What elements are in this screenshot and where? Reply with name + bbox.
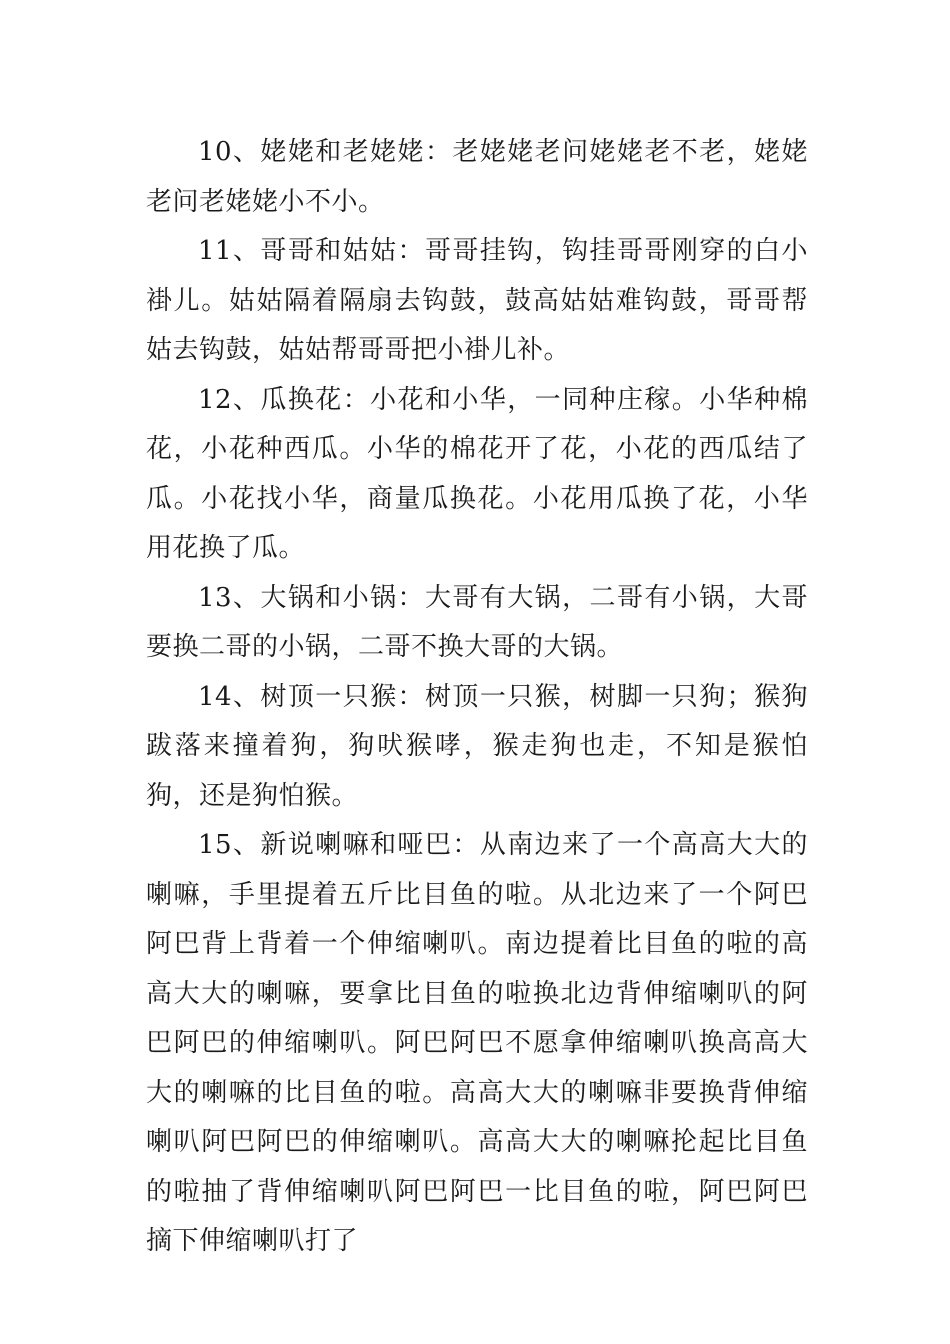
paragraph-10: 10、姥姥和老姥姥：老姥姥老问姥姥老不老，姥姥老问老姥姥小不小。 (146, 137, 808, 217)
paragraph-13: 13、大锅和小锅：大哥有大锅，二哥有小锅，大哥要换二哥的小锅，二哥不换大哥的大锅。 (146, 582, 808, 662)
paragraph-11: 11、哥哥和姑姑：哥哥挂钩，钩挂哥哥刚穿的白小褂儿。姑姑隔着隔扇去钩鼓，鼓高姑姑难钩鼓，哥哥帮姑去钩鼓，姑姑帮哥哥把小褂儿补。 (146, 236, 808, 365)
paragraph-12: 12、瓜换花：小花和小华，一同种庄稼。小华种棉花，小花种西瓜。小华的棉花开了花，小花的西瓜结了瓜。小花找小华，商量瓜换花。小花用瓜换了花，小华用花换了瓜。 (146, 384, 808, 563)
paragraph-15: 15、新说喇嘛和哑巴：从南边来了一个高高大大的喇嘛，手里提着五斤比目鱼的啦。从北边来了一个阿巴阿巴背上背着一个伸缩喇叭。南边提着比目鱼的啦的高高大大的喇嘛，要拿比目鱼的啦换北边背伸缩喇叭的阿巴阿巴的伸缩喇叭。阿巴阿巴不愿拿伸缩喇叭换高高大大的喇嘛的比目鱼的啦。高高大大的喇嘛非要换背伸缩喇叭阿巴阿巴的伸缩喇叭。高高大大的喇嘛抡起比目鱼的啦抽了背伸缩喇叭阿巴阿巴一比目鱼的啦，阿巴阿巴摘下伸缩喇叭打了 (146, 830, 808, 1256)
paragraph-14: 14、树顶一只猴：树顶一只猴，树脚一只狗；猴狗跋落来撞着狗，狗吠猴哮，猴走狗也走，不知是猴怕狗，还是狗怕猴。 (146, 681, 808, 811)
document-body (146, 128, 808, 1267)
